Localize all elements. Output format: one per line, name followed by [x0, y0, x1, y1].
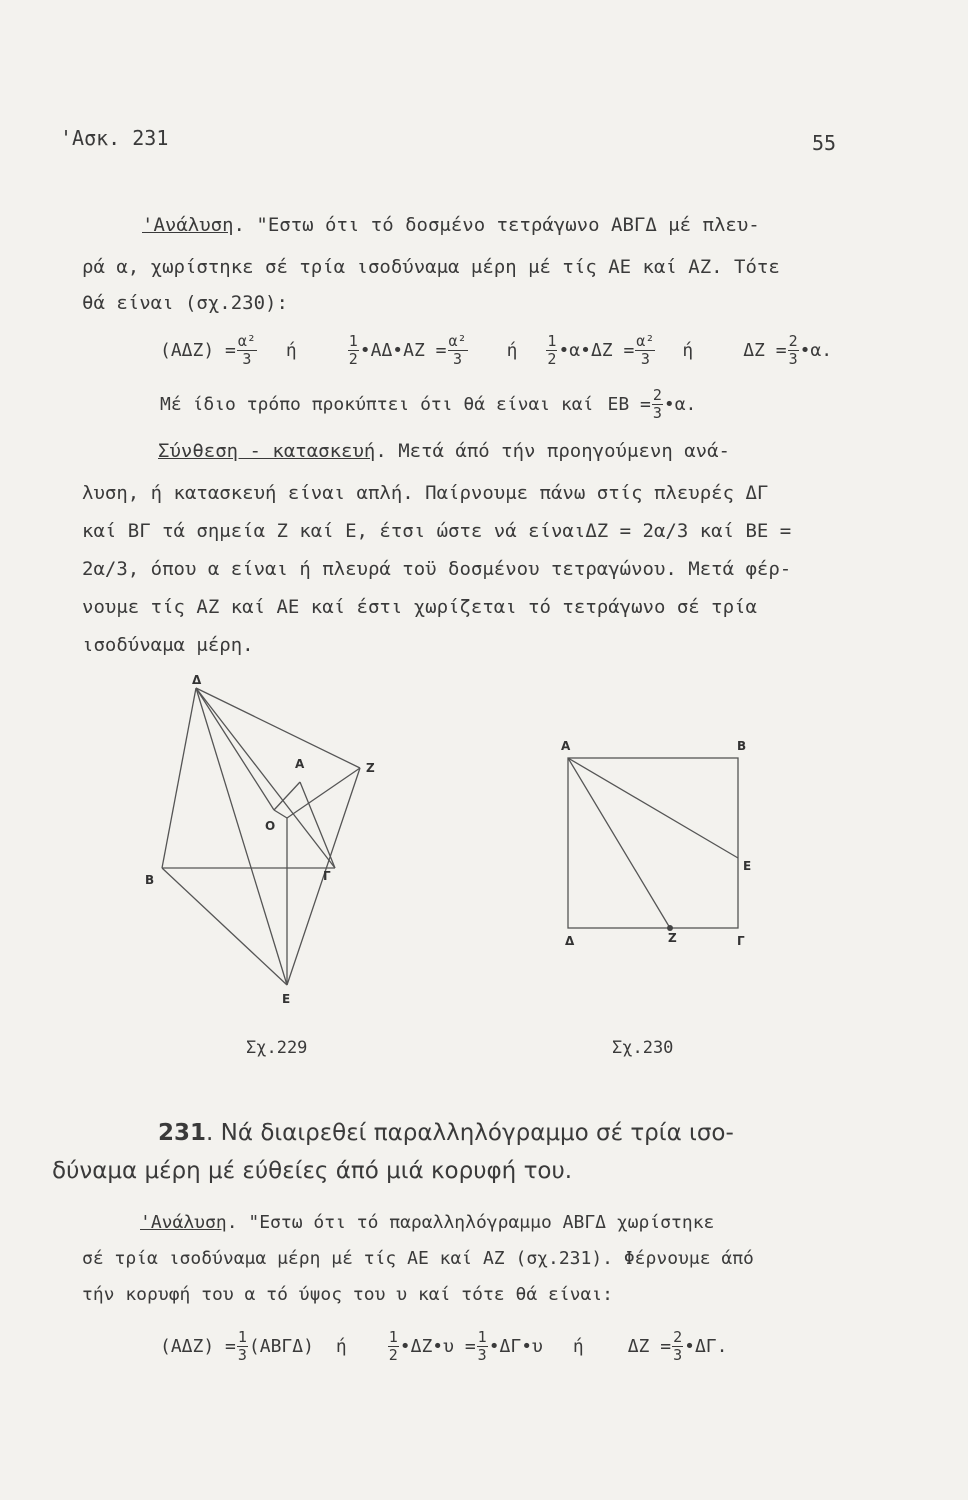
fig229-caption: Σχ.229 [246, 1038, 308, 1058]
fraction: $\frac{1}{2}$ [348, 331, 358, 368]
fig229-segment [196, 688, 360, 768]
label-z: Ζ [668, 931, 677, 945]
label-d: Δ [565, 934, 575, 948]
fig229-segment [287, 768, 360, 818]
exercise-231-line1: 231. Νά διαιρεθεί παραλληλόγραμμο σέ τρία ισο- [158, 1120, 734, 1146]
synthesis-line5: νουμε τίς ΑΖ καί ΑΕ καί έστι χωρίζεται τό τετράγωνο σέ τρία [82, 596, 757, 618]
label-g: Γ [323, 869, 331, 883]
synthesis-line6: ισοδύναμα μέρη. [82, 634, 254, 656]
fig229-segment [196, 688, 274, 810]
formula-2: (ΑΔΖ) = $\frac{1}{3}$ (ΑΒΓΔ) ή $\frac{1}{2}$ •ΔΖ•υ = $\frac{1}{3}$ •ΔΓ•υ ή ΔΖ = $\frac{2}{3}$ •ΔΓ. [160, 1327, 728, 1364]
analysis2-title: 'Ανάλυση [140, 1212, 227, 1233]
analysis1-title: 'Ανάλυση [142, 214, 234, 236]
synthesis-line1: Σύνθεση - κατασκευή. Μετά άπό τήν προηγούμενη ανά- [158, 440, 730, 462]
fraction: $\frac{2}{3}$ [673, 1327, 683, 1364]
synthesis-line2: λυση, ή κατασκευή είναι απλή. Παίρνουμε πάνω στίς πλευρές ΔΓ [82, 482, 769, 504]
fig229-segment [162, 868, 287, 985]
label-a: Α [561, 739, 571, 753]
label-o: Ο [265, 819, 276, 833]
fig230-caption: Σχ.230 [612, 1038, 674, 1058]
fraction: $\frac{2}{3}$ [652, 385, 662, 422]
label-g: Γ [737, 934, 745, 948]
analysis1-line1: 'Ανάλυση. "Εστω ότι τό δοσμένο τετράγωνο ΑΒΓΔ μέ πλευ- [142, 214, 760, 236]
label-e: Ε [282, 992, 291, 1006]
fig229-segment [196, 688, 287, 985]
fraction: $\frac{\text{α²}}{3}$ [448, 331, 467, 368]
figure-230 [550, 735, 770, 950]
fig229-segment [274, 810, 287, 818]
analysis2-line3: τήν κορυφή του α τό ύψος του υ καί τότε θά είναι: [82, 1284, 614, 1305]
synthesis-line4: 2α/3, όπου α είναι ή πλευρά τοϋ δοσμένου τετραγώνου. Μετά φέρ- [82, 558, 792, 580]
fraction: $\frac{2}{3}$ [788, 331, 798, 368]
page-number: 55 [812, 131, 837, 155]
synthesis-line3: καί ΒΓ τά σημεία Ζ καί Ε, έτσι ώστε νά είναιΔΖ = 2α/3 καί ΒΕ = [82, 520, 792, 542]
fig229-segment [196, 688, 335, 868]
fig230-segment-az [568, 758, 670, 928]
fraction: $\frac{1}{3}$ [237, 1327, 247, 1364]
label-b: Β [737, 739, 747, 753]
label-delta: Δ [192, 673, 202, 687]
figure-229 [140, 668, 400, 1013]
analysis2-line1: 'Ανάλυση. "Εστω ότι τό παραλληλόγραμμο ΑΒΓΔ χωρίστηκε [140, 1212, 715, 1233]
synthesis-title: Σύνθεση - κατασκευή [158, 440, 376, 462]
analysis1-line3: θά είναι (σχ.230): [82, 292, 288, 314]
label-z: Ζ [366, 761, 375, 775]
fig229-segment [300, 782, 335, 868]
fraction: $\frac{1}{2}$ [547, 331, 557, 368]
fraction: $\frac{1}{2}$ [388, 1327, 398, 1364]
analysis1-line2: ρά α, χωρίστηκε σέ τρία ισοδύναμα μέρη μέ τίς ΑΕ καί ΑΖ. Τότε [82, 256, 780, 278]
fraction: $\frac{1}{3}$ [477, 1327, 487, 1364]
exercise-231-line2: δύναμα μέρη μέ εύθείες άπό μιά κορυφή του. [52, 1158, 573, 1184]
label-b: Β [145, 873, 155, 887]
label-a: Α [295, 757, 305, 771]
formula-1: (ΑΔΖ) = $\frac{\text{α²}}{3}$ ή $\frac{1}{2}$ •ΑΔ•ΑΖ = $\frac{\text{α²}}{3}$ ή $\frac{1}{2}$ •α•ΔΖ = $\frac{\text{α²}}{3}$ ή ΔΖ = $\frac{2}{3}$ •α. [160, 331, 833, 368]
similar-line: Μέ ίδιο τρόπο προκύπτει ότι θά είναι καί ΕΒ = $\frac{2}{3}$ •α. [160, 385, 697, 422]
exercise-number: 231 [158, 1120, 207, 1146]
fig230-segment-ae [568, 758, 738, 858]
label-e: Ε [743, 859, 752, 873]
fraction: $\frac{\text{α²}}{3}$ [636, 331, 655, 368]
exercise-header: 'Ασκ. 231 [60, 126, 169, 150]
fig229-segment [162, 688, 196, 868]
analysis2-line2: σέ τρία ισοδύναμα μέρη μέ τίς ΑΕ καί ΑΖ (σχ.231). Φέρνουμε άπό [82, 1248, 754, 1269]
fraction: $\frac{\text{α²}}{3}$ [237, 331, 256, 368]
